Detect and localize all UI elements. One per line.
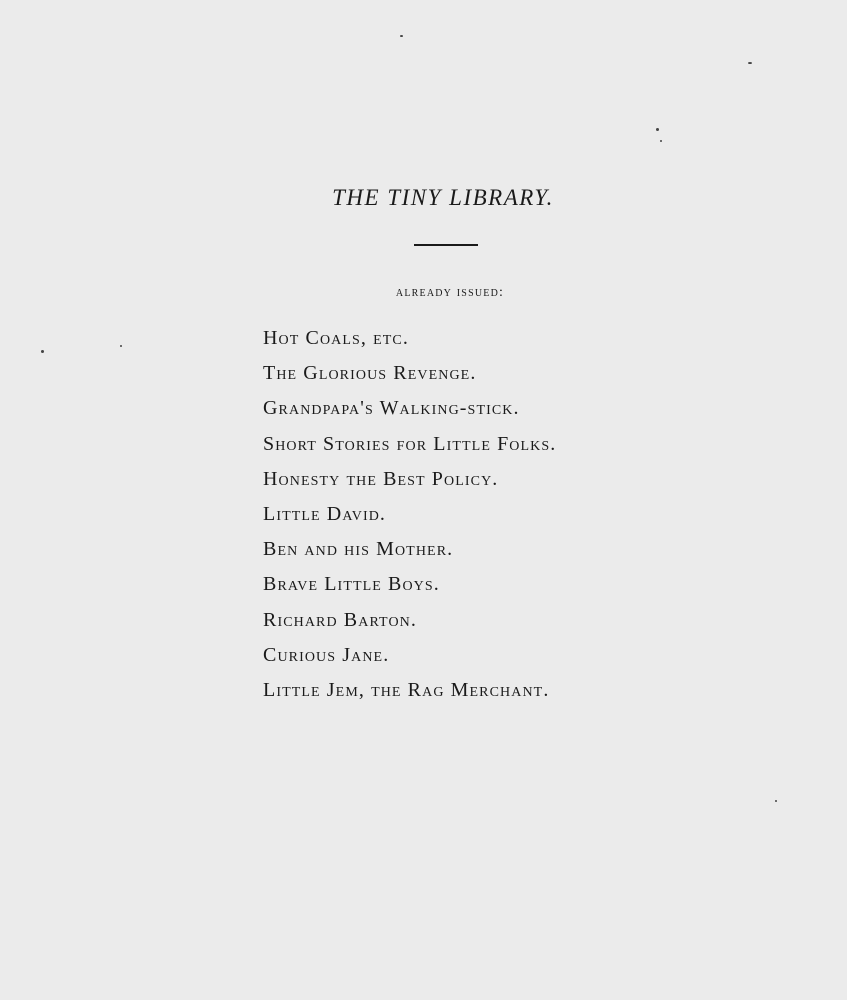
scan-speck bbox=[660, 140, 662, 142]
scan-speck bbox=[748, 62, 752, 64]
scan-speck bbox=[400, 35, 403, 37]
book-title: The Glorious Revenge. bbox=[263, 362, 477, 385]
scan-speck bbox=[775, 800, 777, 802]
book-title: Ben and his Mother. bbox=[263, 538, 454, 561]
scan-speck bbox=[120, 345, 122, 347]
book-title: Curious Jane. bbox=[263, 643, 390, 666]
book-title: Short Stories for Little Folks. bbox=[263, 432, 557, 455]
book-title: Honesty the Best Policy. bbox=[263, 467, 499, 490]
already-issued-heading: already issued: bbox=[395, 285, 505, 300]
scan-speck bbox=[41, 350, 44, 353]
book-list bbox=[263, 323, 556, 710]
title-rule bbox=[414, 244, 478, 246]
scan-speck bbox=[656, 128, 659, 131]
series-title: THE TINY LIBRARY. bbox=[332, 185, 554, 210]
book-title: Little Jem, the Rag Merchant. bbox=[263, 678, 550, 701]
book-title: Richard Barton. bbox=[263, 608, 417, 631]
book-title: Grandpapa's Walking-stick. bbox=[263, 397, 520, 420]
book-title: Little David. bbox=[263, 502, 387, 525]
book-title: Hot Coals, etc. bbox=[263, 327, 409, 349]
book-title: Brave Little Boys. bbox=[263, 573, 440, 596]
